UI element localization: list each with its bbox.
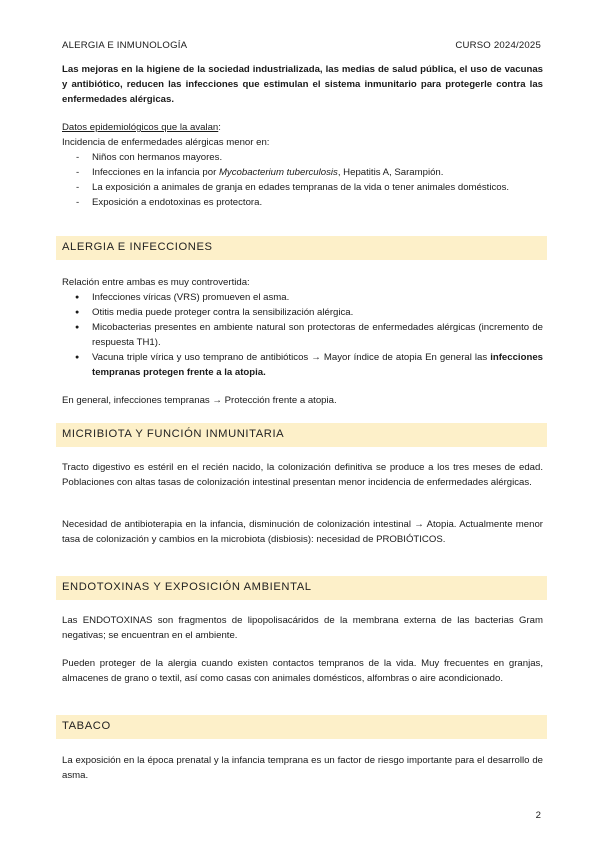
section-title: MICRIBIOTA Y FUNCIÓN INMUNITARIA bbox=[62, 428, 285, 440]
list-item: - La exposición a animales de granja en edades tempranas de la vida o tener animales domésticos. bbox=[62, 180, 543, 195]
microbiota-paragraph-1: Tracto digestivo es estéril en el recién nacido, la colonización definitiva se produce a los tres meses de edad. Poblaciones con altas tasas de colonización intestinal presentan menor incidencia de enfermedades alérgicas. bbox=[62, 462, 543, 488]
tabaco-paragraph: La exposición en la época prenatal y la infancia temprana es un factor de riesgo importante para el desarrollo de asma. bbox=[62, 755, 543, 781]
section-title: ALERGIA E INFECCIONES bbox=[62, 241, 213, 253]
epidemiology-title: Datos epidemiológicos que la avalan: bbox=[62, 122, 221, 133]
section-heading-microbiota bbox=[56, 423, 547, 447]
list-item: - Infecciones en la infancia por Mycobacterium tuberculosis, Hepatitis A, Sarampión. bbox=[62, 165, 543, 180]
epidemiology-list bbox=[62, 150, 543, 210]
list-item: - Exposición a endotoxinas es protectora. bbox=[62, 195, 543, 210]
list-item: ● Micobacterias presentes en ambiente natural son protectoras de enfermedades alérgicas (incremento de respuesta TH1). bbox=[62, 320, 543, 350]
list-item: ● Otitis media puede proteger contra la sensibilización alérgica. bbox=[62, 305, 543, 320]
intro-paragraph: Las mejoras en la higiene de la sociedad industrializada, las medias de salud pública, el uso de vacunas y antibiótico, reducen las infecciones que estimulan el sistema inmunitario para protegerle contra las enfermedades alérgicas. bbox=[62, 64, 543, 105]
list-item: ● Infecciones víricas (VRS) promueven el asma. bbox=[62, 290, 543, 305]
list-item: - Niños con hermanos mayores. bbox=[62, 150, 543, 165]
epidemiology-intro: Incidencia de enfermedades alérgicas menor en: bbox=[62, 137, 270, 148]
page-number: 2 bbox=[535, 810, 541, 821]
endotoxinas-paragraph-1: Las ENDOTOXINAS son fragmentos de lipopolisacáridos de la membrana externa de las bacterias Gram negativas; se encuentran en el ambiente. bbox=[62, 615, 543, 641]
epidemiology-block bbox=[62, 120, 543, 210]
section-title: ENDOTOXINAS Y EXPOSICIÓN AMBIENTAL bbox=[62, 581, 312, 593]
alergia-intro: Relación entre ambas es muy controvertida: bbox=[62, 277, 250, 288]
section-title: TABACO bbox=[62, 720, 111, 732]
alergia-list bbox=[62, 290, 543, 380]
section-heading-endotoxinas bbox=[56, 576, 547, 600]
section-heading-tabaco bbox=[56, 715, 547, 739]
header-course: CURSO 2024/2025 bbox=[455, 40, 541, 51]
list-item: ● Vacuna triple vírica y uso temprano de antibióticos → Mayor índice de atopia En general las infecciones tempranas protegen frente a la atopia. bbox=[62, 350, 543, 380]
alergia-block bbox=[62, 275, 543, 380]
endotoxinas-paragraph-2: Pueden proteger de la alergia cuando existen contactos tempranos de la vida. Muy frecuentes en granjas, almacenes de grano o textil, así como casas con animales domésticos, alfombras o aire acondicionado. bbox=[62, 658, 543, 684]
alergia-closing: En general, infecciones tempranas → Protección frente a atopia. bbox=[62, 395, 337, 406]
section-heading-alergia bbox=[56, 236, 547, 260]
microbiota-paragraph-2: Necesidad de antibioterapia en la infancia, disminución de colonización intestinal → Atopia. Actualmente menor tasa de colonización y cambios en la microbiota (disbiosis): necesidad de PROBIÓTICOS. bbox=[62, 519, 543, 545]
header-subject: ALERGIA E INMUNOLOGÍA bbox=[62, 40, 188, 51]
